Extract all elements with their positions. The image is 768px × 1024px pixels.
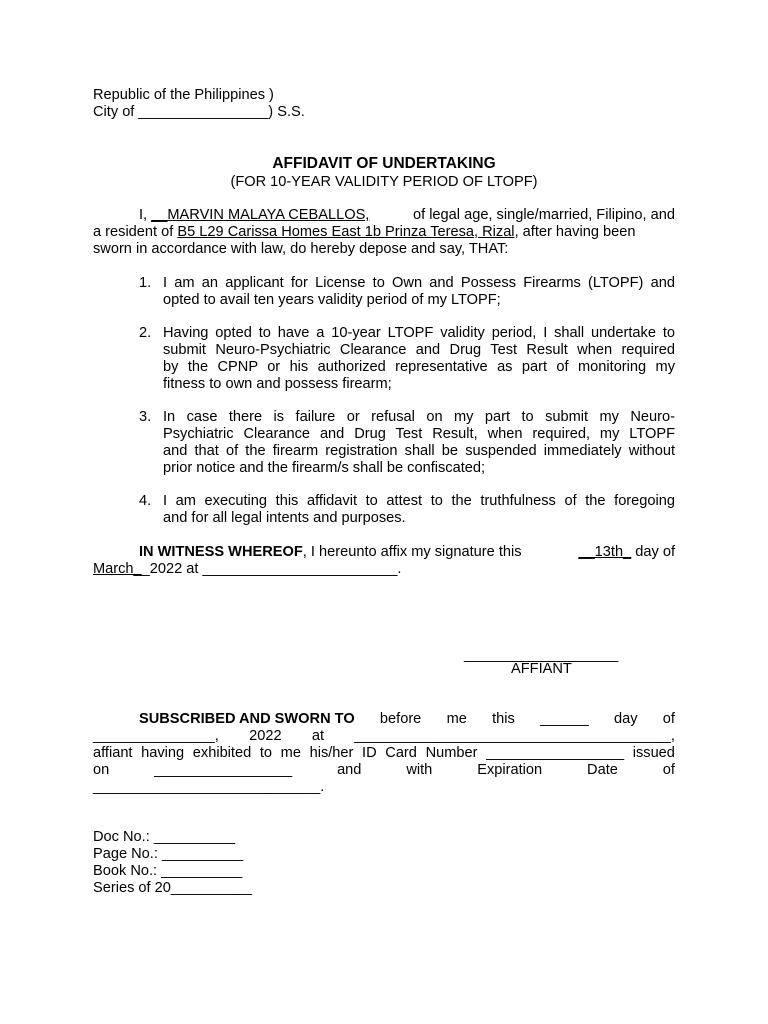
jurat-word: to <box>259 745 273 761</box>
affiant-address: B5 L29 Carissa Homes East 1b Prinza Teresa, Rizal <box>177 224 515 240</box>
item-text-line: prior notice and the firearm/s shall be confiscated; <box>163 460 486 476</box>
city-line: City of ________________) S.S. <box>93 104 305 120</box>
jurat-word: ______ <box>540 711 589 727</box>
item-number: 3. <box>139 409 152 425</box>
document-subtitle: (FOR 10-YEAR VALIDITY PERIOD OF LTOPF) <box>230 174 538 190</box>
jurat-word: Expiration <box>477 762 543 778</box>
affiant-signature-line: ___________________ <box>464 647 619 663</box>
item-text-line: by the CPNP or his authorized representative as part of monitoring my <box>163 359 675 375</box>
intro-paragraph: I, __MARVIN MALAYA CEBALLOS, of legal age, single/married, Filipino, and a resident of B5 L29 Carissa Homes East 1b Prinza Teresa, Rizal, after having been sworn in accordance with law, do hereby depose and say, THAT: <box>93 207 675 257</box>
item-text-line: fitness to own and possess firearm; <box>163 376 392 392</box>
item-text-line: and that of the firearm registration shall be suspended immediately without <box>163 443 675 459</box>
jurat-word: this <box>492 711 515 727</box>
jurat-word: 2022 <box>249 728 282 744</box>
jurat-paragraph: SUBSCRIBED AND SWORN TO before me this ______ day of _______________, 2022 at _______________________________________, affiant having exhibited to me his/her ID Card Number _________________ issued on _________________ and with Expiration Date of ____________________________. <box>93 711 675 795</box>
jurat-word: _________________ <box>486 745 625 761</box>
item-text-line: In case there is failure or refusal on my part to submit my Neuro- <box>163 409 675 425</box>
jurat-word: _________________ <box>154 762 293 778</box>
jurat-word: of <box>662 711 675 727</box>
jurat-word: Card <box>385 745 417 761</box>
item-number: 2. <box>139 325 152 341</box>
republic-line: Republic of the Philippines ) <box>93 87 274 103</box>
jurat-word: me <box>446 711 467 727</box>
jurat-word: affiant <box>93 745 133 761</box>
jurat-word: day <box>614 711 638 727</box>
jurat-word: Number <box>425 745 478 761</box>
jurat-word: at <box>311 728 325 744</box>
series-no: Series of 20__________ <box>93 880 253 896</box>
jurat-word: _______________________________________, <box>354 728 675 744</box>
jurat-word: his/her <box>309 745 354 761</box>
jurat-word: Date <box>587 762 618 778</box>
item-text-line: Having opted to have a 10-year LTOPF validity period, I shall undertake to <box>163 325 675 341</box>
item-text-line: and for all legal intents and purposes. <box>163 510 406 526</box>
jurat-word: me <box>280 745 301 761</box>
jurat-word: issued <box>632 745 675 761</box>
affiant-name: __MARVIN MALAYA CEBALLOS, <box>151 207 370 223</box>
item-text-line: opted to avail ten years validity period of my LTOPF; <box>163 292 501 308</box>
document-title: AFFIDAVIT OF UNDERTAKING <box>272 155 496 172</box>
book-no: Book No.: __________ <box>93 863 243 879</box>
affiant-label: AFFIANT <box>511 661 572 677</box>
jurat-word: exhibited <box>192 745 252 761</box>
notarial-register <box>93 829 675 897</box>
jurat-word: _______________, <box>93 728 219 744</box>
witness-paragraph: IN WITNESS WHEREOF, I hereunto affix my signature this __13th_ day of March__2022 at ________________________. <box>93 544 675 577</box>
jurat-word: on <box>93 762 110 778</box>
signature-month: March_ <box>93 561 142 577</box>
jurat-word: having <box>141 745 185 761</box>
jurat-word: and <box>337 762 362 778</box>
signature-day: __13th_ <box>578 544 632 560</box>
item-text-line: I am an applicant for License to Own and Possess Firearms (LTOPF) and <box>163 275 675 291</box>
item-text-line: submit Neuro-Psychiatric Clearance and Drug Test Result when required <box>163 342 675 358</box>
city-blank: ________________ <box>138 104 269 120</box>
doc-no: Doc No.: __________ <box>93 829 235 845</box>
venue-header <box>93 87 675 121</box>
item-text-line: Psychiatric Clearance and Drug Test Result, when required, my LTOPF <box>163 426 675 442</box>
page-no: Page No.: __________ <box>93 846 244 862</box>
jurat-word: before <box>379 711 422 727</box>
item-text-line: I am executing this affidavit to attest to the truthfulness of the foregoing <box>163 493 675 509</box>
jurat-word: with <box>406 762 433 778</box>
jurat-word: of <box>662 762 675 778</box>
item-number: 1. <box>139 275 152 291</box>
item-number: 4. <box>139 493 152 509</box>
jurat-word: ID <box>362 745 377 761</box>
